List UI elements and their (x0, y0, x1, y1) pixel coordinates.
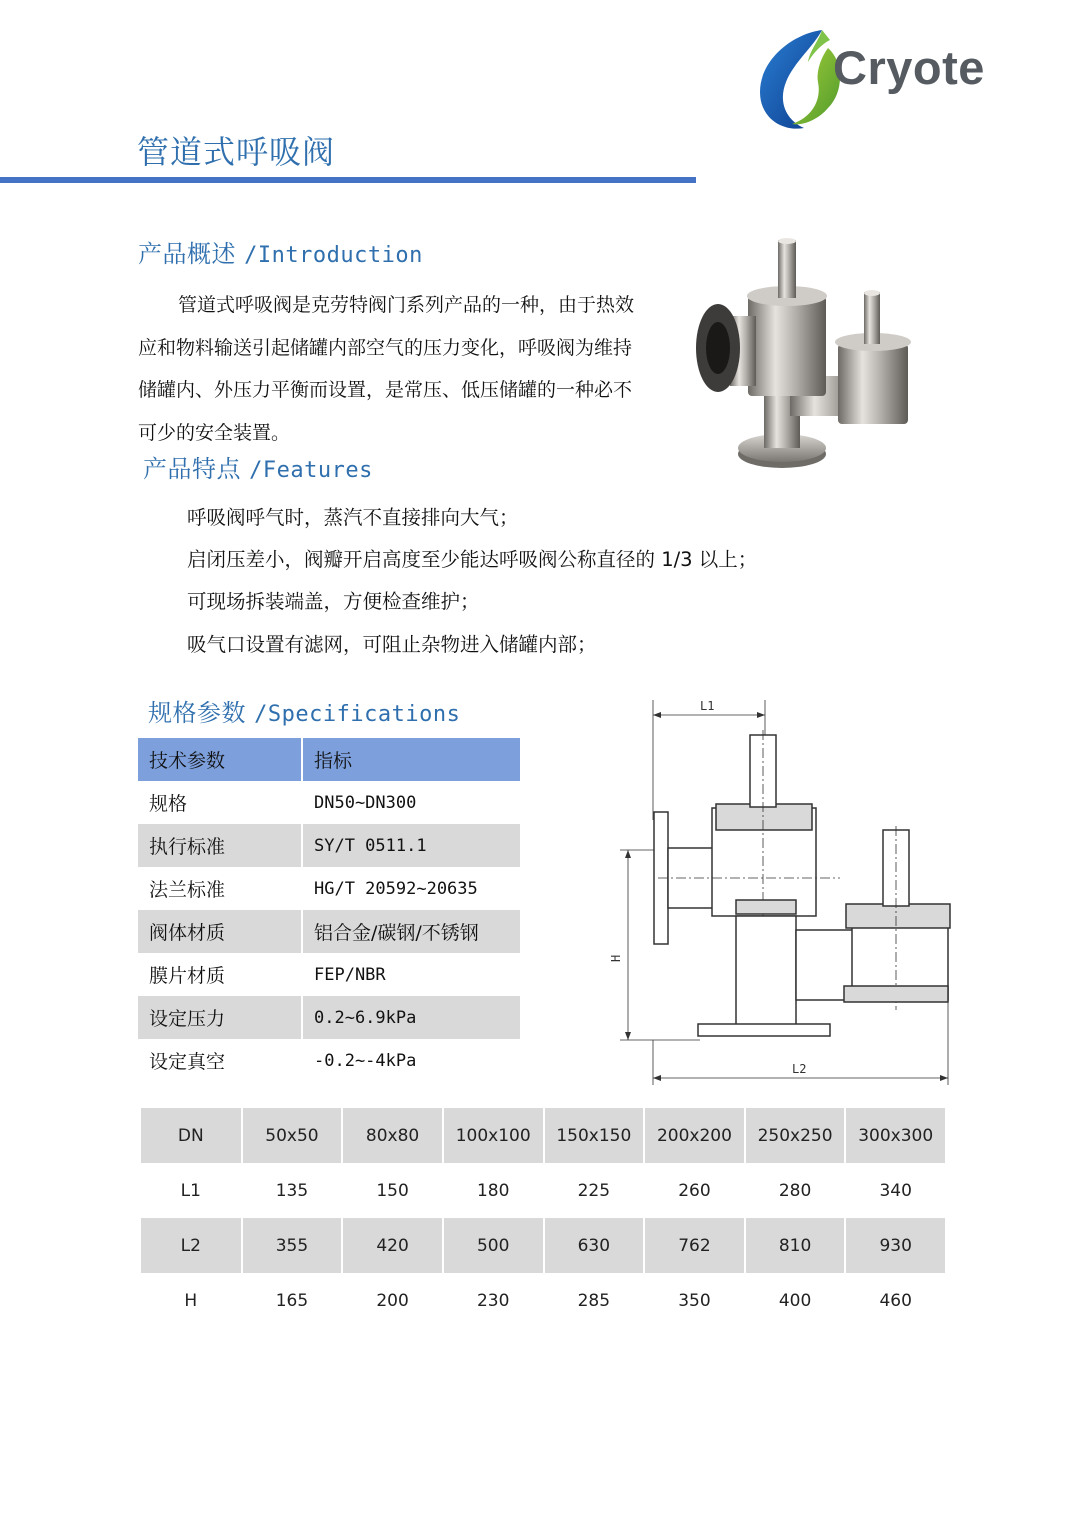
dim-cell: 225 (544, 1163, 645, 1218)
dim-cell: 150 (342, 1163, 443, 1218)
spec-value: HG/T 20592~20635 (314, 878, 478, 899)
valve-technical-drawing (600, 690, 960, 1090)
drawing-label-h: H (609, 954, 623, 962)
dim-cell: 80x80 (342, 1108, 443, 1163)
table-row (141, 1218, 946, 1273)
dim-cell: 165 (242, 1273, 343, 1328)
table-row (138, 867, 520, 910)
intro-heading (138, 234, 423, 269)
brand-name: Cryote (833, 41, 985, 94)
table-header-cell: 技术参数 (138, 738, 302, 781)
specs-table (138, 738, 520, 1082)
feature-item: 吸气口设置有滤网，可阻止杂物进入储罐内部； (187, 633, 597, 656)
spec-value: 0.2~6.9kPa (302, 996, 520, 1039)
dim-cell: 250x250 (745, 1108, 846, 1163)
dim-cell: 230 (443, 1273, 544, 1328)
dim-cell: 285 (544, 1273, 645, 1328)
spec-label: 阀体材质 (138, 910, 302, 953)
table-row (138, 1039, 520, 1082)
dim-cell: 762 (644, 1218, 745, 1273)
dim-cell: 630 (544, 1218, 645, 1273)
dim-cell: 200x200 (644, 1108, 745, 1163)
dim-cell: 420 (342, 1218, 443, 1273)
specs-heading (148, 693, 460, 728)
feature-item: 启闭压差小，阀瓣开启高度至少能达呼吸阀公称直径的 1/3 以上； (187, 548, 758, 571)
dim-cell: 460 (845, 1273, 946, 1328)
table-row (138, 953, 520, 996)
spec-value: SY/T 0511.1 (302, 824, 520, 867)
spec-value: DN50~DN300 (314, 792, 417, 813)
drawing-label-l1: L1 (700, 699, 715, 713)
table-row (138, 824, 520, 867)
spec-value: -0.2~-4kPa (314, 1050, 417, 1071)
dim-cell: 180 (443, 1163, 544, 1218)
dim-cell: 135 (242, 1163, 343, 1218)
dim-cell: 930 (845, 1218, 946, 1273)
spec-label: 膜片材质 (138, 953, 302, 996)
dim-cell: 350 (644, 1273, 745, 1328)
dim-cell: 100x100 (443, 1108, 544, 1163)
dim-cell: 200 (342, 1273, 443, 1328)
dim-cell: 260 (644, 1163, 745, 1218)
valve-product-photo (690, 236, 920, 476)
dim-cell: 150x150 (544, 1108, 645, 1163)
features-heading-cn: 产品特点 (143, 455, 241, 483)
drawing-label-l2: L2 (792, 1062, 807, 1076)
intro-heading-cn: 产品概述 (138, 240, 236, 268)
intro-paragraph (138, 284, 648, 454)
table-header-row (138, 738, 520, 781)
table-row (138, 910, 520, 953)
dim-cell: 355 (242, 1218, 343, 1273)
spec-label: 设定压力 (138, 996, 302, 1039)
dim-row-label: H (141, 1273, 242, 1328)
dim-cell: 50x50 (242, 1108, 343, 1163)
dim-row-label: L2 (141, 1218, 242, 1273)
spec-value: FEP/NBR (314, 964, 386, 985)
specs-heading-cn: 规格参数 (148, 699, 246, 727)
table-row (141, 1108, 946, 1163)
spec-label: 执行标准 (138, 824, 302, 867)
dim-cell: 300x300 (845, 1108, 946, 1163)
dim-cell: 280 (745, 1163, 846, 1218)
page-title: 管道式呼吸阀 (137, 133, 336, 171)
table-header-cell: 指标 (302, 738, 520, 781)
dimensions-table (141, 1108, 947, 1328)
features-heading-en: /Features (249, 458, 373, 483)
dim-cell: 810 (745, 1218, 846, 1273)
dim-cell: 340 (845, 1163, 946, 1218)
table-row (138, 996, 520, 1039)
title-underline (0, 177, 696, 183)
specs-heading-en: /Specifications (254, 702, 461, 727)
dim-cell: 400 (745, 1273, 846, 1328)
spec-value: 铝合金/碳钢/不锈钢 (302, 910, 520, 953)
dim-row-label: L1 (141, 1163, 242, 1218)
spec-label: 设定真空 (138, 1039, 302, 1082)
table-row (138, 781, 520, 824)
intro-heading-en: /Introduction (244, 243, 423, 268)
spec-label: 法兰标准 (138, 867, 302, 910)
table-row (141, 1163, 946, 1218)
table-row (141, 1273, 946, 1328)
dim-cell: 500 (443, 1218, 544, 1273)
feature-item: 呼吸阀呼气时，蒸汽不直接排向大气； (187, 506, 519, 529)
dim-row-label: DN (141, 1108, 242, 1163)
features-heading (143, 449, 373, 484)
spec-label: 规格 (138, 781, 302, 824)
intro-text: 管道式呼吸阀是克劳特阀门系列产品的一种，由于热效应和物料输送引起储罐内部空气的压力变化，呼吸阀为维持储罐内、外压力平衡而设置，是常压、低压储罐的一种必不可少的安全装置。 (138, 294, 635, 444)
feature-item: 可现场拆装端盖，方便检查维护； (187, 590, 480, 613)
